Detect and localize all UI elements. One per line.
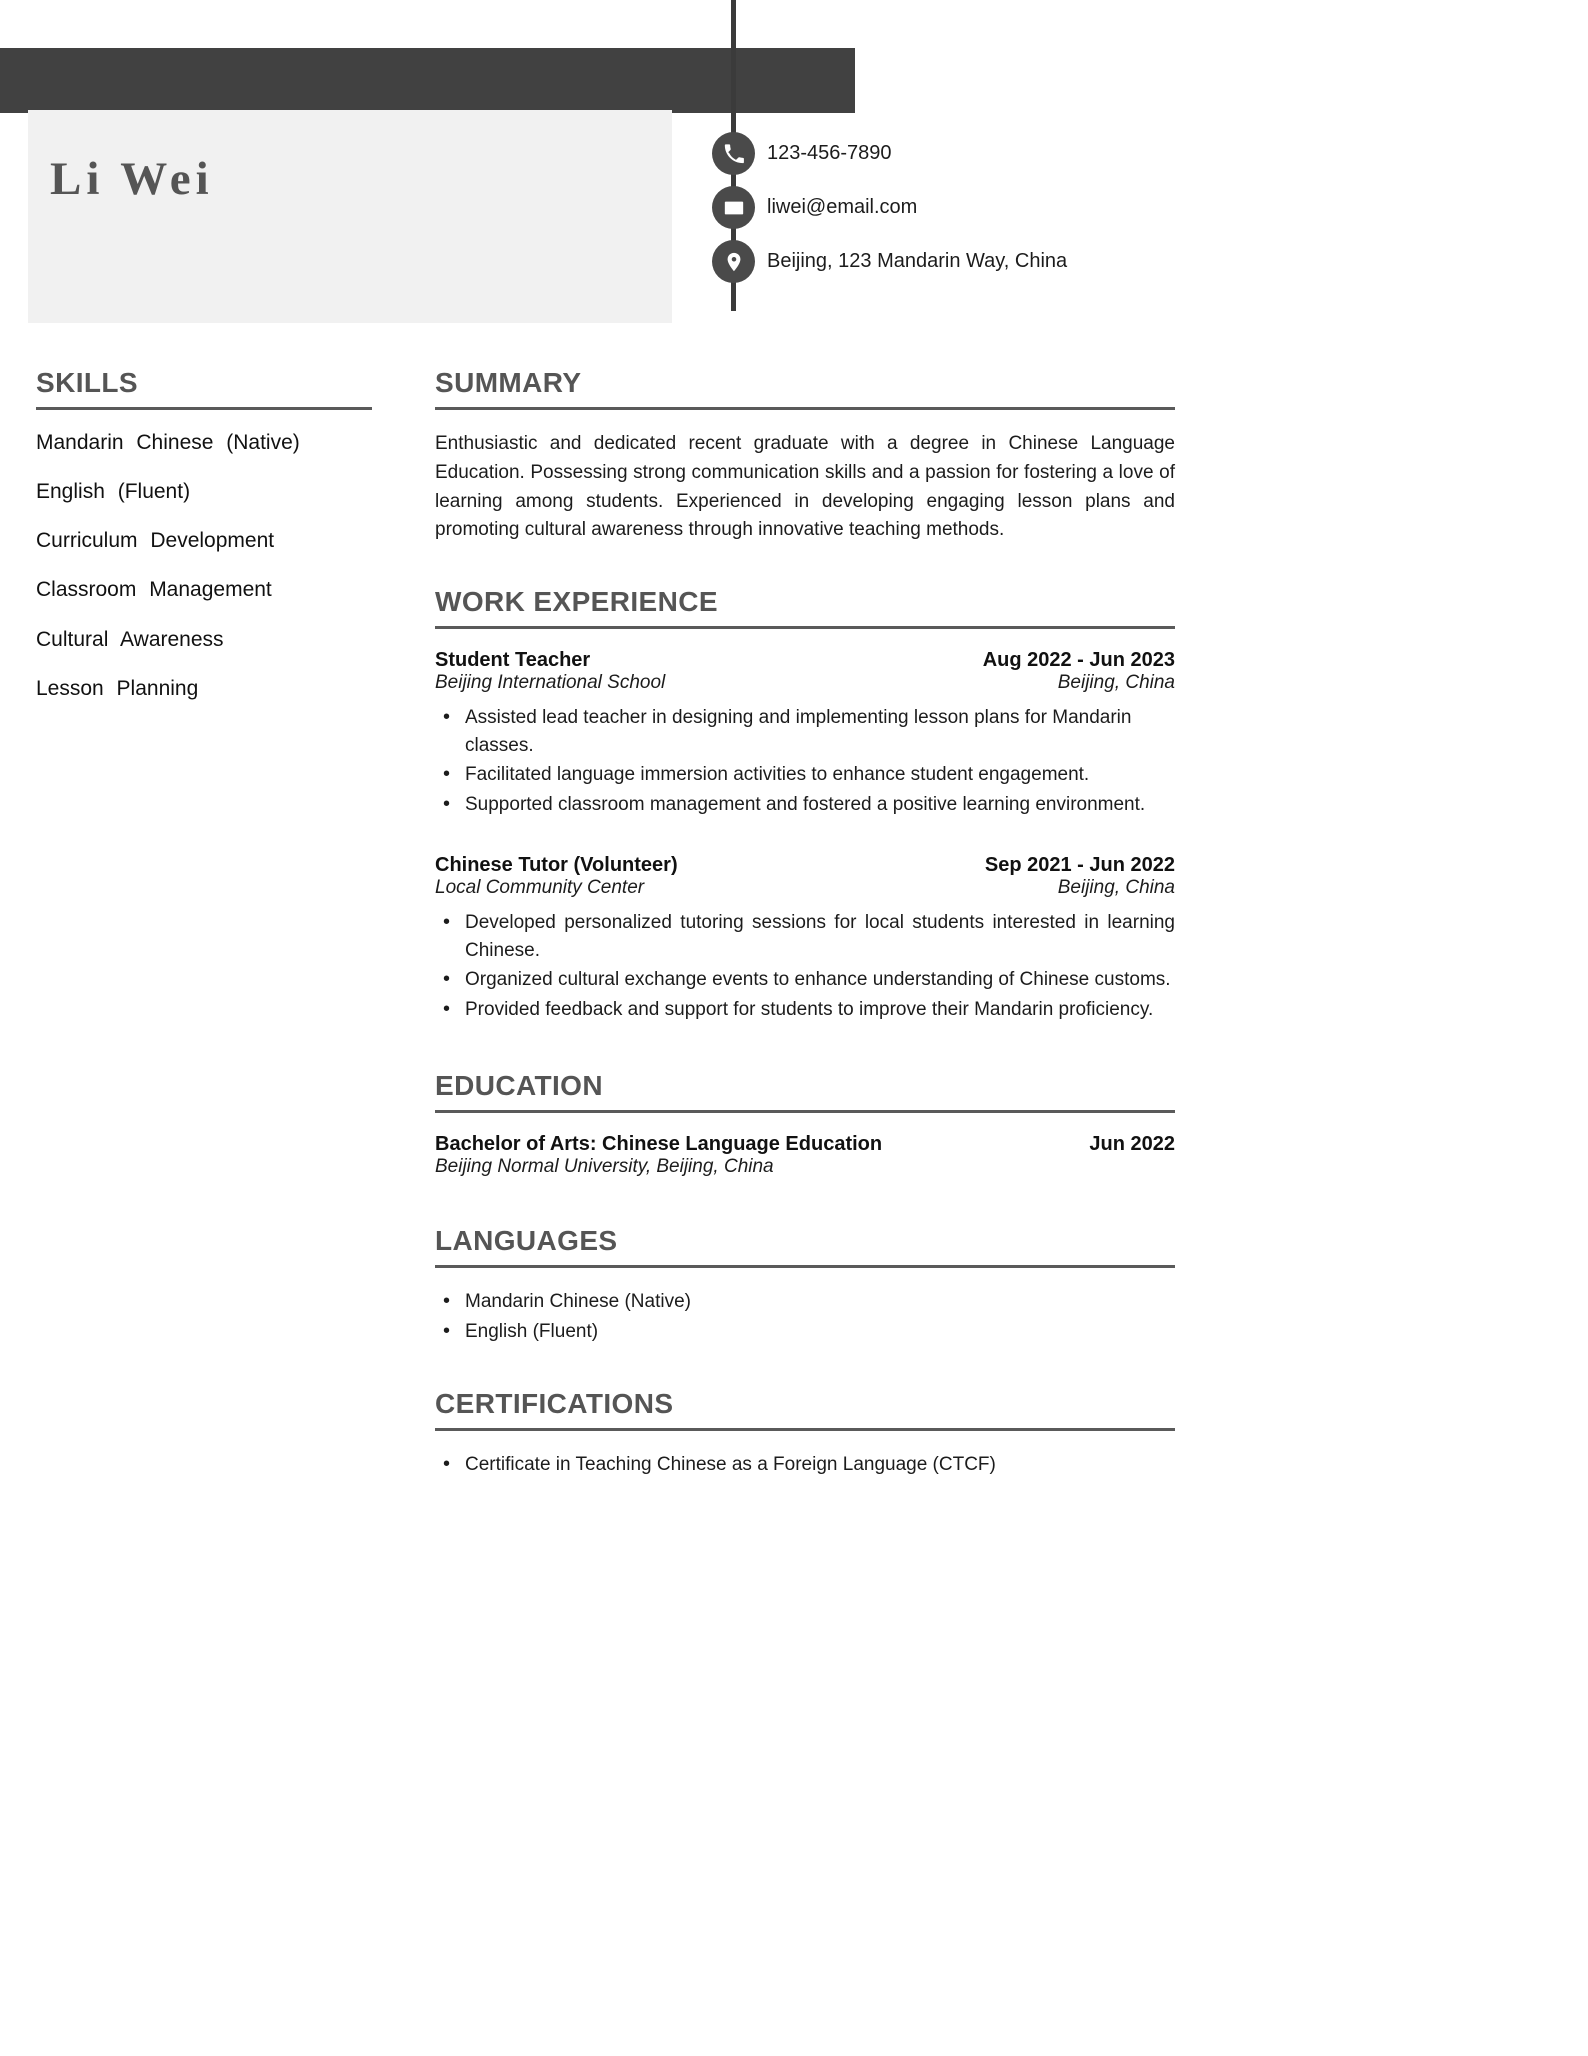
contact-row-address (712, 240, 1512, 294)
job-bullet: • Supported classroom management and fostered a positive learning environment. (435, 791, 1175, 819)
section-heading-work-experience: WORK EXPERIENCE (435, 586, 718, 618)
section-rule-certifications (435, 1428, 1175, 1431)
summary-paragraph: Enthusiastic and dedicated recent graduate with a degree in Chinese Language Education. Possessing strong communication skills and a passion for fostering a love of learning among students. Experienced in developing engaging lesson plans and promoting cultural awareness through innovative teaching methods. (435, 432, 1175, 541)
language-item: • Mandarin Chinese (Native) (435, 1288, 1175, 1316)
job-date: Aug 2022 - Jun 2023 (982, 649, 1175, 672)
main-column (435, 368, 1175, 1481)
skills-list (36, 430, 372, 701)
skill-item: Lesson Planning (36, 676, 199, 700)
phone-icon (712, 132, 755, 175)
contact-value-email: liwei@email.com (767, 196, 918, 218)
education-degree: Bachelor of Arts: Chinese Language Education (435, 1133, 883, 1156)
job-bullet-list (435, 704, 1175, 818)
contact-value-address: Beijing, 123 Mandarin Way, China (767, 250, 1068, 272)
job-bullet: • Assisted lead teacher in designing and implementing lesson plans for Mandarin classes. (435, 704, 1175, 759)
language-item: • English (Fluent) (435, 1318, 1175, 1346)
work-entry (435, 854, 1175, 1023)
contact-row-email (712, 186, 1512, 240)
section-rule-languages (435, 1265, 1175, 1268)
education-entry (435, 1133, 1175, 1178)
job-bullet: • Organized cultural exchange events to enhance understanding of Chinese customs. (435, 966, 1175, 994)
candidate-name: Li Wei (50, 153, 214, 205)
job-title: Chinese Tutor (Volunteer) (435, 854, 678, 877)
section-rule-skills (36, 407, 372, 410)
contact-list (712, 132, 1512, 294)
job-title: Student Teacher (435, 649, 591, 672)
job-company: Beijing International School (435, 672, 666, 694)
job-bullet: • Facilitated language immersion activities to enhance student engagement. (435, 761, 1175, 789)
contact-value-phone: 123-456-7890 (767, 142, 892, 164)
contact-row-phone (712, 132, 1512, 186)
envelope-icon (712, 186, 755, 229)
skill-item: Mandarin Chinese (Native) (36, 430, 300, 454)
name-panel (28, 110, 672, 323)
location-pin-icon (712, 240, 755, 283)
section-heading-languages: LANGUAGES (435, 1225, 618, 1257)
section-heading-summary: SUMMARY (435, 367, 582, 398)
skill-item: Curriculum Development (36, 529, 275, 553)
job-company: Local Community Center (435, 877, 645, 899)
skill-item: Classroom Management (36, 578, 272, 602)
section-heading-skills: SKILLS (36, 367, 138, 398)
job-bullet-list (435, 909, 1175, 1023)
resume-header (0, 0, 1588, 368)
section-rule-summary (435, 407, 1175, 410)
section-heading-certifications: CERTIFICATIONS (435, 1388, 674, 1420)
job-location: Beijing, China (1057, 877, 1175, 899)
section-rule-work-experience (435, 626, 1175, 629)
education-school: Beijing Normal University, Beijing, China (435, 1156, 774, 1178)
work-entry (435, 649, 1175, 818)
certifications-list (435, 1451, 1175, 1479)
job-bullet: • Provided feedback and support for students to improve their Mandarin proficiency. (435, 996, 1175, 1024)
job-date: Sep 2021 - Jun 2022 (984, 854, 1175, 877)
skill-item: English (Fluent) (36, 479, 191, 503)
job-location: Beijing, China (1057, 672, 1175, 694)
section-rule-education (435, 1110, 1175, 1113)
section-heading-education: EDUCATION (435, 1070, 603, 1102)
education-date: Jun 2022 (1089, 1133, 1175, 1156)
skill-item: Cultural Awareness (36, 627, 224, 651)
certification-item: • Certificate in Teaching Chinese as a Foreign Language (CTCF) (435, 1451, 1175, 1479)
sidebar-column (36, 368, 372, 725)
languages-list (435, 1288, 1175, 1345)
job-bullet: • Developed personalized tutoring sessions for local students interested in learning Chinese. (435, 909, 1175, 964)
header-dark-bar (0, 48, 855, 113)
